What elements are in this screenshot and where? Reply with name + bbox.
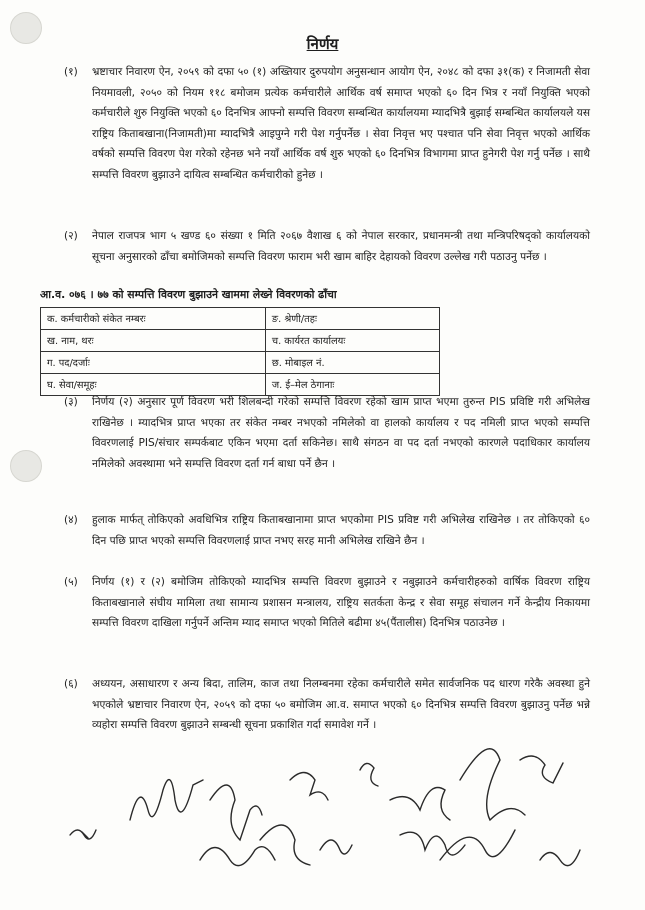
table-row [41,308,440,330]
paragraph-3 [64,392,590,474]
paragraph-1 [64,62,590,185]
paragraph-5 [64,572,590,634]
paragraph-number: (६) [64,678,78,690]
paragraph-number: (४) [64,514,78,526]
signature [360,763,378,786]
paragraph-text: अध्ययन, असाधारण र अन्य बिदा, तालिम, काज तथा निलम्बनमा रहेका कर्मचारीले समेत सार्वजनिक पद धारण गरेकै अवस्था हुने भएकोले भ्रष्टाचार निवारण ऐन, २०५९ को दफा ५० बमोजिम आ.व. समाप्त भएको ६० दिनभित्र सम्पत्ति विवरण बुझाउनु पर्नेछ भन्ने व्यहोरा सम्पत्ति विवरण बुझाउने सम्बन्धी सूचना प्रकाशित गर्दा समावेश गर्ने । [92,678,590,731]
paragraph-number: (१) [64,66,78,78]
table-caption: आ.व. ०७६ । ७७ को सम्पत्ति विवरण बुझाउने खाममा लेख्ने विवरणको ढाँचा [40,288,337,301]
paragraph-6 [64,674,590,736]
table-cell: क. कर्मचारीको संकेत नम्बरः [41,308,266,330]
paragraph-number: (२) [64,230,78,242]
paragraph-text: निर्णय (१) र (२) बमोजिम तोकिएको म्यादभित्र सम्पत्ति विवरण बुझाउने र नबुझाउने कर्मचारीहरुको वार्षिक विवरण राष्ट्रिय किताबखानाले संघीय मामिला तथा सामान्य प्रशासन मन्त्रालय, राष्ट्रिय सतर्कता केन्द्र र सेवा समूह संचालन गर्ने केन्द्रीय निकायमा सम्पत्ति विवरण दाखिला गर्नुपर्ने अन्तिम म्याद समाप्त भएको मितिले बढीमा ४५(पैंतालीस) दिनभित्र पठाउनेछ । [92,576,590,629]
paragraph-number: (५) [64,576,78,588]
table-cell: ङ. श्रेणी/तहः [265,308,439,330]
paragraph-text: भ्रष्टाचार निवारण ऐन, २०५९ को दफा ५० (१) अख्तियार दुरुपयोग अनुसन्धान आयोग ऐन, २०४८ को दफा ३१(क) र निजामती सेवा नियमावली, २०५० को नियम ११८ बमोजम प्रत्येक कर्मचारीले आर्थिक वर्ष समाप्त भएको ६० दिन भित्र र नयाँ नियुक्ति भएको कर्मचारीले शुरु नियुक्ति भएको ६० दिनभित्र आफ्नो सम्पत्ति विवरण सम्बन्धित कार्यालयमा म्यादभित्रै बुझाई सम्बन्धित कार्यालयले यस राष्ट्रिय किताबखाना(निजामती)मा म्यादभित्रै आइपुग्ने गरी पेश गर्नुपर्नेछ । सेवा निवृत्त भए पश्चात पनि सेवा निवृत्त भएको आर्थिक वर्षको सम्पत्ति विवरण पेश गरेको रहेनछ भने नयाँ आर्थिक वर्ष शुरु भएको ६० दिनभित्र विभागमा प्राप्त हुनेगरी पेश गर्नु पर्नेछ । साथै सम्पत्ति विवरण बुझाउने दायित्व सम्बन्धित कर्मचारीको हुनेछ । [92,66,590,181]
table-cell: घ. सेवा/समूहः [41,374,266,396]
punch-hole [10,450,42,482]
signature [210,785,262,840]
table-cell: च. कार्यरत कार्यालयः [265,330,439,352]
signature [200,847,275,866]
signature [290,773,328,801]
table-cell: ख. नाम, थरः [41,330,266,352]
signature [320,840,352,854]
table-row [41,374,440,396]
signature [460,749,525,820]
page-title: निर्णय [306,35,339,53]
signature [260,825,310,865]
table-cell: ज. ई–मेल ठेगानाः [265,374,439,396]
paragraph-text: नेपाल राजपत्र भाग ५ खण्ड ६० संख्या १ मिति २०६७ वैशाख ६ को नेपाल सरकार, प्रधानमन्त्री तथा मन्त्रिपरिषद्को कार्यालयको सूचना अनुसारको ढाँचा बमोजिमको सम्पत्ति विवरण फाराम भरी खाम बाहिर देहायको विवरण उल्लेख गरी पठाउनु पर्नेछ । [92,230,590,263]
table-cell: छ. मोबाइल नं. [265,352,439,374]
signature [70,830,96,839]
envelope-details-table [40,307,440,396]
punch-holes [0,0,60,910]
table-cell: ग. पद/दर्जाः [41,352,266,374]
signature [130,780,203,820]
signature [390,788,450,821]
paragraph-text: निर्णय (२) अनुसार पूर्ण विवरण भरी शिलबन्दी गरेको सम्पत्ति विवरण रहेको खाम प्राप्त भएमा तुरुन्त PIS प्रविष्टि गरी अभिलेख राखिनेछ । म्यादभित्र प्राप्त भएका तर संकेत नम्बर नभएको नमिलेको वा हालको कार्यालय र पद नमिली प्राप्त भएको सम्पत्ति विवरणलाई PIS/संचार सम्पर्कबाट एकिन भएमा दर्ता सकिनेछ। साथै संगठन वा पद दर्ता नभएको कारणले पदाधिकार कार्यालय नमिलेको अवस्थामा भने सम्पत्ति विवरण दर्ता गर्न बाधा पर्ने छैन । [92,396,590,470]
paragraph-2 [64,226,590,267]
paragraph-4 [64,510,590,551]
table-row [41,352,440,374]
signature [520,756,563,783]
table-row [41,330,440,352]
signatures [60,740,640,910]
paragraph-text: हुलाक मार्फत् तोकिएको अवधिभित्र राष्ट्रिय किताबखानामा प्राप्त भएकोमा PIS प्रविष्ट गरी अभिलेख राखिनेछ । तर तोकिएको ६० दिन पछि प्राप्त भएको सम्पत्ति विवरणलाई प्राप्त नभए सरह मानी अभिलेख राखिने छैन । [92,514,590,547]
signature [540,850,580,866]
paragraph-number: (३) [64,396,78,408]
